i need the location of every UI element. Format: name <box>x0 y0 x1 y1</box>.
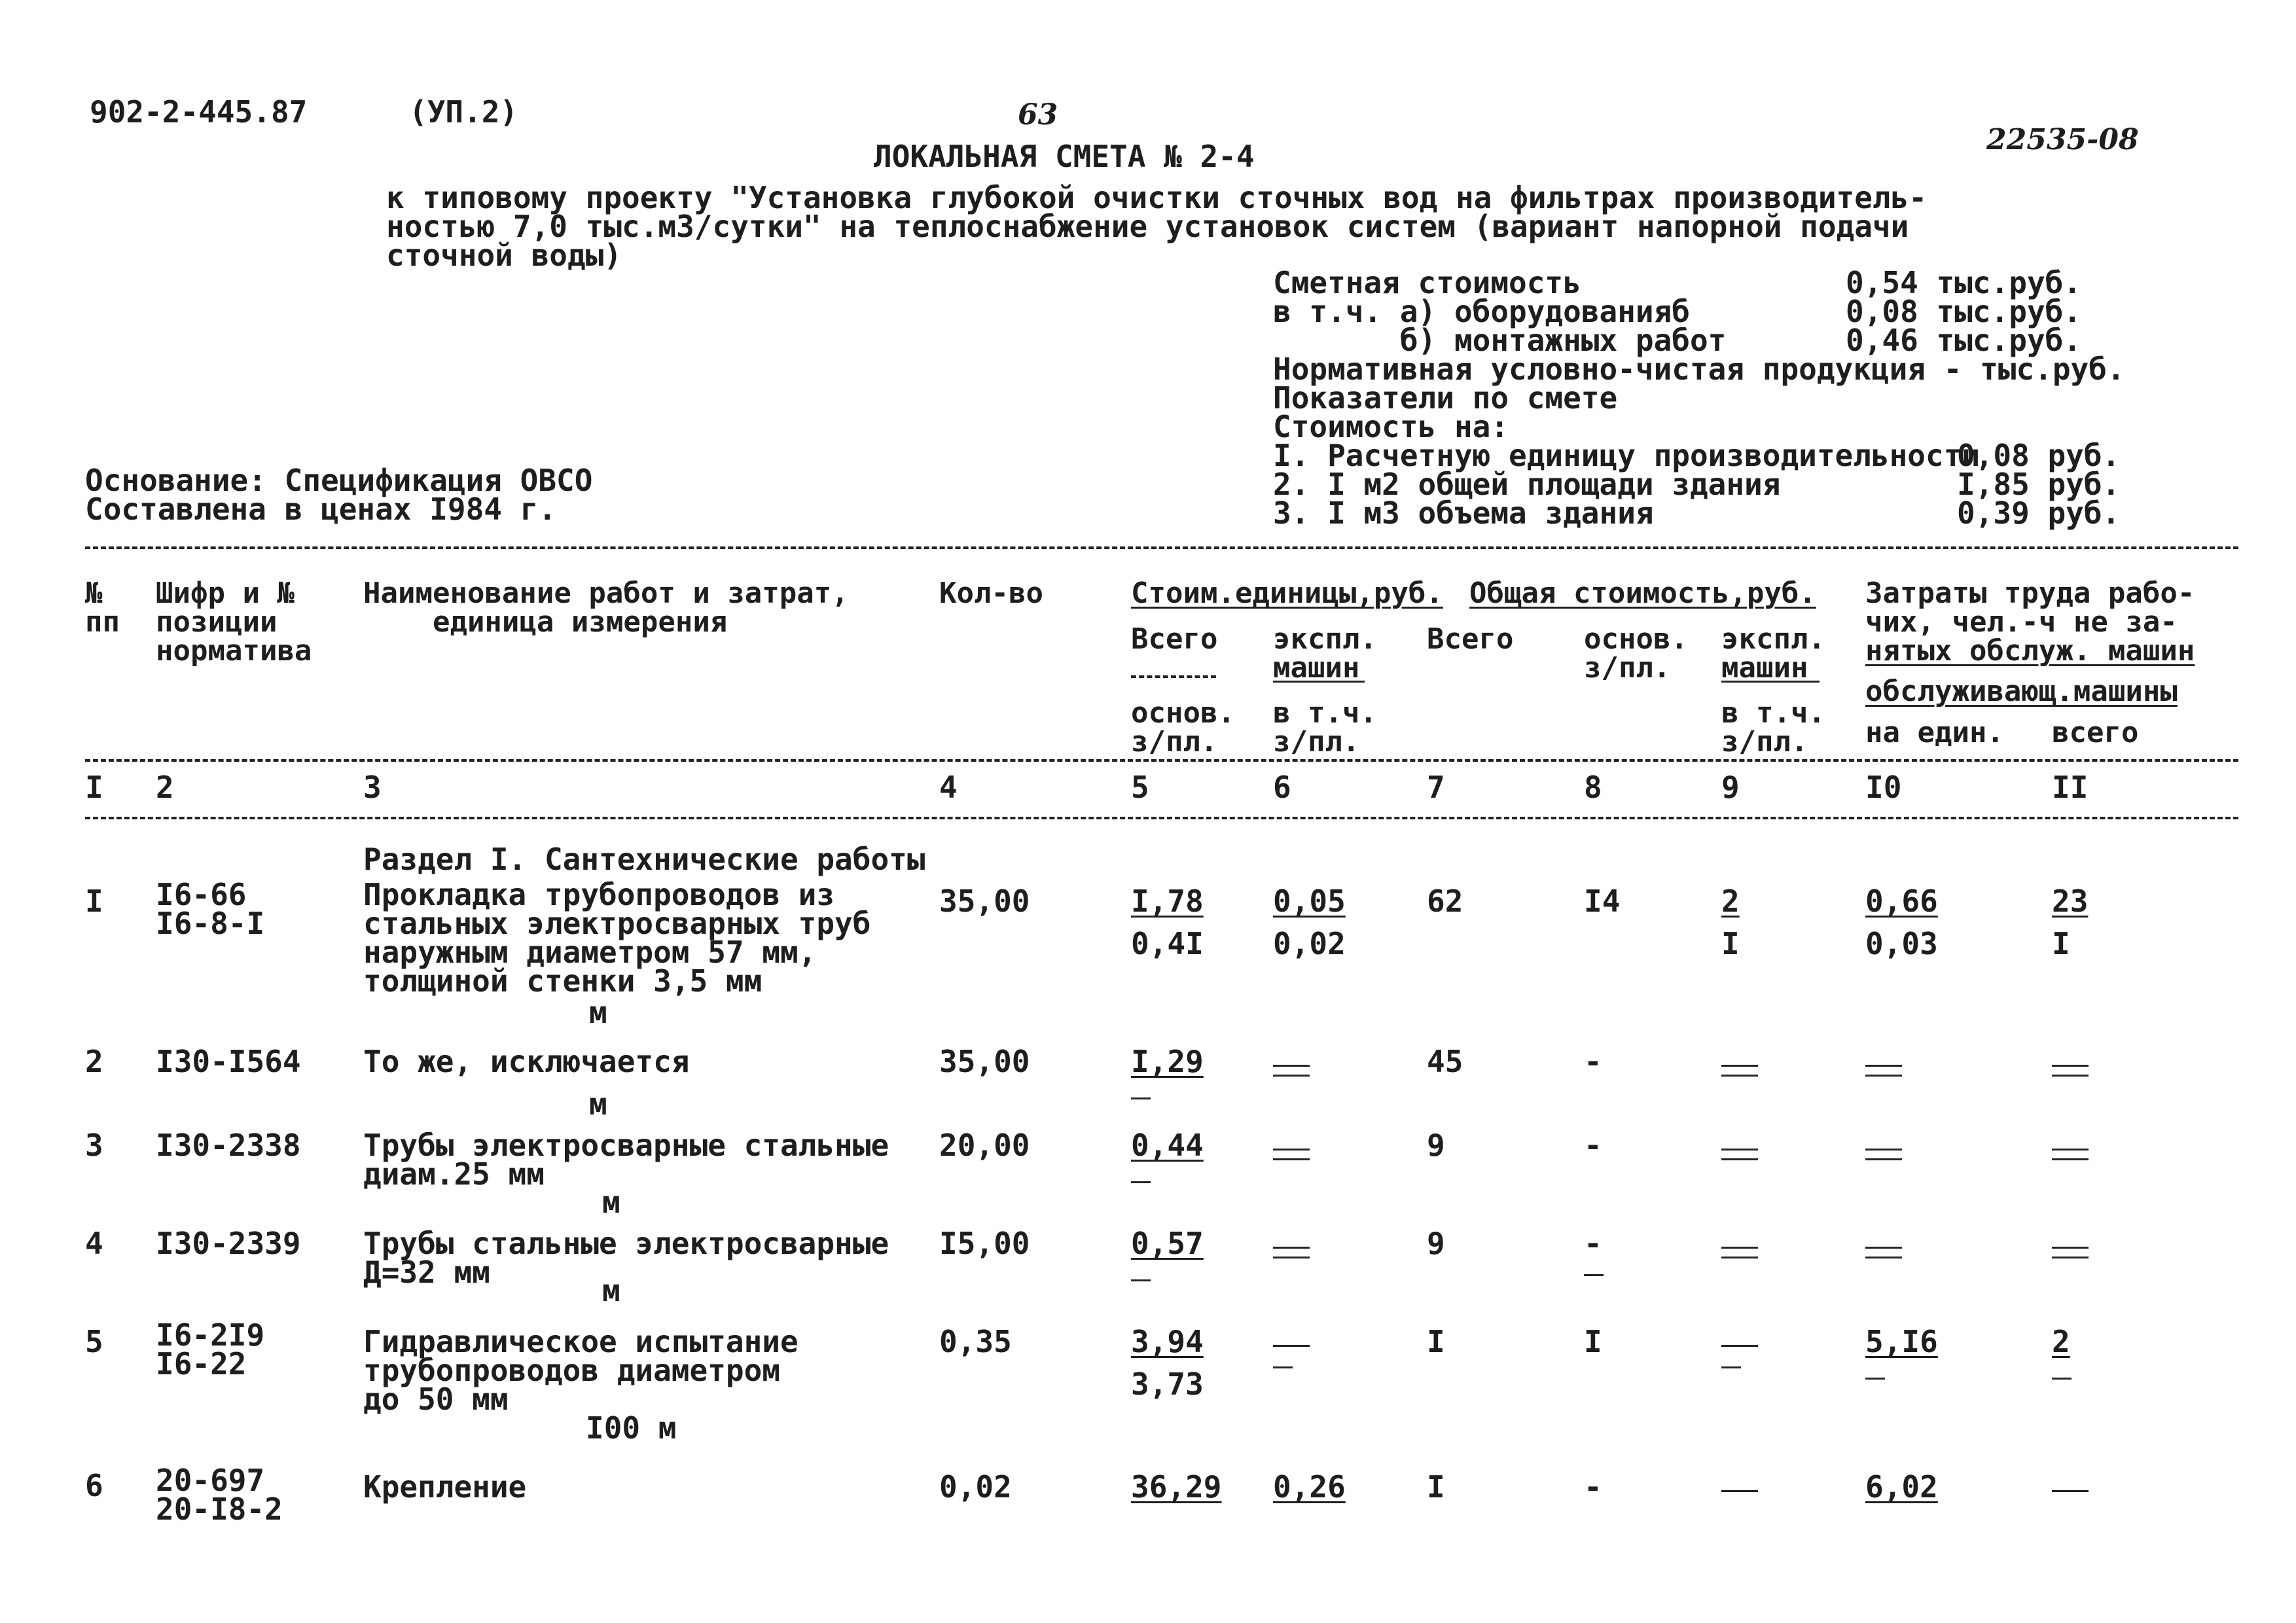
row-total: 9 <box>1427 1128 1445 1163</box>
row-unit-total: 36,29 <box>1131 1469 1222 1505</box>
fraction-dash-mark <box>1721 1141 1758 1168</box>
row-name: Трубы стальные электросварные Д=32 мм <box>363 1226 889 1290</box>
header-quantity: Кол-во <box>939 577 1043 610</box>
header-unit-base-wage: основ. з/пл. <box>1131 696 1235 758</box>
fraction-dash-mark <box>1721 1337 1758 1376</box>
row-total-machine: 2 <box>1721 883 1740 919</box>
column-number: 9 <box>1721 770 1740 805</box>
column-number: 8 <box>1584 770 1602 805</box>
header-labor-total: всего <box>2052 716 2139 749</box>
column-number: I <box>85 770 103 805</box>
subtitle-line-2: ностью 7,0 тыс.м3/сутки" на теплоснабжение установок систем (вариант напорной подачи <box>386 209 1909 244</box>
row-labor-per-unit: 5,I6 <box>1865 1324 1938 1359</box>
row-number: 5 <box>85 1324 103 1359</box>
row-unit-total: I,78 <box>1131 883 1204 919</box>
row-code: I30-I564 <box>156 1044 301 1079</box>
summary-line: 3. I м3 объема здания <box>1273 495 1654 531</box>
row-quantity: 35,00 <box>939 1044 1030 1079</box>
header-underline <box>1721 681 1820 683</box>
row-labor-total: 2 <box>2052 1324 2070 1359</box>
fraction-dash-mark <box>2052 1482 2089 1500</box>
rule-line <box>85 817 2238 819</box>
row-unit: м <box>589 995 607 1030</box>
row-number: I <box>85 883 103 919</box>
summary-value: 0,39 руб. <box>1957 495 2121 531</box>
row-code: I30-2338 <box>156 1128 301 1163</box>
fraction-dash-mark <box>1273 1057 1310 1084</box>
row-code: 20-697 20-I8-2 <box>156 1463 283 1527</box>
summary-value: 0,46 тыс.руб. <box>1846 323 2082 358</box>
row-code: I30-2339 <box>156 1226 301 1261</box>
row-name: Гидравлическое испытание трубопроводов диаметром до 50 мм <box>363 1324 798 1417</box>
rule-line <box>85 759 2238 762</box>
row-quantity: 0,02 <box>939 1469 1012 1505</box>
header-unit-total: Всего <box>1131 622 1218 656</box>
summary-line: б) монтажных работ <box>1273 323 1727 358</box>
summary-line: Стоимость на: <box>1273 409 1509 444</box>
row-unit-machine-wage: 0,02 <box>1273 926 1346 961</box>
dash-mark <box>1584 1266 1604 1284</box>
row-total: I <box>1427 1324 1445 1359</box>
row-quantity: 35,00 <box>939 883 1030 919</box>
fraction-dash-mark <box>1865 1239 1902 1266</box>
summary-line: 2. I м2 общей площади здания <box>1273 467 1781 502</box>
page-number: 63 <box>1018 98 1058 132</box>
row-unit-base-wage: 0,4I <box>1131 926 1204 961</box>
row-unit-base-wage: 3,73 <box>1131 1366 1204 1402</box>
fraction-dash-mark <box>1273 1239 1310 1266</box>
price-level-line: Составлена в ценах I984 г. <box>85 491 557 527</box>
summary-line: Нормативная условно-чистая продукция - тыс.руб. <box>1273 351 2125 387</box>
column-number: II <box>2052 770 2089 805</box>
fraction-dash-mark <box>1865 1057 1902 1084</box>
row-number: 6 <box>85 1468 103 1503</box>
row-labor-per-unit: 6,02 <box>1865 1469 1938 1505</box>
header-number: № пп <box>85 577 120 639</box>
row-name: Крепление <box>363 1469 527 1505</box>
row-total: 62 <box>1427 883 1463 919</box>
header-unit-cost-group: Стоим.единицы,руб. <box>1131 577 1443 610</box>
column-number: I0 <box>1865 770 1902 805</box>
row-quantity: 20,00 <box>939 1128 1030 1163</box>
row-number: 3 <box>85 1128 103 1163</box>
summary-line: в т.ч. а) оборудованияб <box>1273 294 1690 329</box>
row-total-base-wage: - <box>1584 1469 1602 1505</box>
row-unit-total: 0,57 <box>1131 1226 1204 1261</box>
subtitle-line-3: сточной воды) <box>386 238 622 273</box>
row-labor-per-unit: 0,66 <box>1865 883 1938 919</box>
header-unit-machine: экспл. машин <box>1273 622 1377 685</box>
row-quantity: 0,35 <box>939 1324 1012 1359</box>
document-code: 902-2-445.87 <box>90 94 308 130</box>
row-unit: м <box>602 1273 620 1308</box>
row-unit-total: 0,44 <box>1131 1128 1204 1163</box>
row-unit: м <box>602 1185 620 1220</box>
header-code: Шифр и № позиции норматива <box>156 577 312 668</box>
header-name: Наименование работ и затрат, единица измерения <box>363 577 849 639</box>
column-number: 4 <box>939 770 958 805</box>
subtitle-line-1: к типовому проекту "Установка глубокой очистки сточных вод на фильтрах производитель- <box>386 180 1928 215</box>
row-unit-machine: 0,05 <box>1273 883 1346 919</box>
rule-line <box>85 546 2238 549</box>
fraction-dash-mark <box>1721 1482 1758 1500</box>
header-labor-group-line-1: Затраты труда рабо- <box>1865 577 2195 610</box>
summary-value: I,85 руб. <box>1957 467 2121 502</box>
row-total-base-wage: I4 <box>1584 883 1621 919</box>
summary-line: I. Расчетную единицу производительности <box>1273 438 1981 473</box>
row-total: 9 <box>1427 1226 1445 1261</box>
fraction-dash-mark <box>2052 1239 2089 1266</box>
row-total-base-wage: - <box>1584 1044 1602 1079</box>
row-code: I6-66 I6-8-I <box>156 877 265 941</box>
row-name: То же, исключается <box>363 1044 690 1079</box>
row-unit-total: I,29 <box>1131 1044 1204 1079</box>
fraction-dash-mark <box>2052 1057 2089 1084</box>
row-number: 4 <box>85 1226 103 1261</box>
section-title: Раздел I. Сантехнические работы <box>363 842 925 877</box>
column-number: 5 <box>1131 770 1149 805</box>
row-unit-total: 3,94 <box>1131 1324 1204 1359</box>
basis-line: Основание: Спецификация ОВСО <box>85 463 593 498</box>
column-number: 3 <box>363 770 382 805</box>
row-total-machine-wage: I <box>1721 926 1740 961</box>
row-labor-per-unit-machine: 0,03 <box>1865 926 1938 961</box>
dash-mark <box>1131 1173 1151 1191</box>
fraction-dash-mark <box>1273 1337 1310 1376</box>
column-number: 7 <box>1427 770 1445 805</box>
header-unit-machine-wage: в т.ч. з/пл. <box>1273 696 1377 758</box>
header-total: Всего <box>1427 622 1514 656</box>
dash-mark <box>1131 1272 1151 1289</box>
header-labor-per-unit: на един. <box>1865 716 2004 749</box>
header-labor-group-line-3: нятых обслуж. машин <box>1865 634 2195 668</box>
summary-value: 0,08 тыс.руб. <box>1846 294 2082 329</box>
row-unit: м <box>589 1086 607 1122</box>
album-number: (УП.2) <box>409 94 518 130</box>
dash-mark <box>1865 1370 1885 1387</box>
header-total-cost-group: Общая стоимость,руб. <box>1469 577 1816 610</box>
summary-value: 0,54 тыс.руб. <box>1846 265 2082 300</box>
header-labor-group-line-2: чих, чел.-ч не за- <box>1865 605 2178 639</box>
dash-mark <box>1131 1090 1151 1107</box>
header-total-machine: экспл. машин <box>1721 622 1825 685</box>
summary-line: Показатели по смете <box>1273 380 1618 416</box>
row-unit-machine: 0,26 <box>1273 1469 1346 1505</box>
summary-line: Сметная стоимость <box>1273 265 1581 300</box>
row-total-base-wage: - <box>1584 1128 1602 1163</box>
column-number: 6 <box>1273 770 1291 805</box>
fraction-dash-mark <box>1721 1057 1758 1084</box>
row-number: 2 <box>85 1044 103 1079</box>
row-total-base-wage: - <box>1584 1226 1602 1261</box>
column-number: 2 <box>156 770 174 805</box>
row-total: 45 <box>1427 1044 1463 1079</box>
row-total: I <box>1427 1469 1445 1505</box>
fraction-dash-mark <box>1273 1141 1310 1168</box>
fraction-dash-mark <box>1721 1239 1758 1266</box>
row-code: I6-2I9 I6-22 <box>156 1317 265 1382</box>
row-name: Прокладка трубопроводов из стальных электросварных труб наружным диаметром 57 мм, толщиной стенки 3,5 мм <box>363 877 871 999</box>
header-labor-group-line-4: обслуживающ.машины <box>1865 675 2178 708</box>
row-quantity: I5,00 <box>939 1226 1030 1261</box>
fraction-dash-mark <box>1865 1141 1902 1168</box>
row-labor-total-machine: I <box>2052 926 2070 961</box>
header-divider <box>1131 675 1216 678</box>
row-labor-total: 23 <box>2052 883 2089 919</box>
header-total-machine-wage: в т.ч. з/пл. <box>1721 696 1825 758</box>
header-underline <box>1273 681 1365 683</box>
archive-stamp-number: 22535-08 <box>1986 123 2139 156</box>
dash-mark <box>2052 1370 2072 1387</box>
document-title: ЛОКАЛЬНАЯ СМЕТА № 2-4 <box>874 139 1255 174</box>
summary-value: 0,08 руб. <box>1957 438 2121 473</box>
row-total-base-wage: I <box>1584 1324 1602 1359</box>
header-total-base-wage: основ. з/пл. <box>1584 622 1688 685</box>
fraction-dash-mark <box>2052 1141 2089 1168</box>
row-name: Трубы электросварные стальные диам.25 мм <box>363 1128 889 1192</box>
row-unit: I00 м <box>586 1410 677 1446</box>
